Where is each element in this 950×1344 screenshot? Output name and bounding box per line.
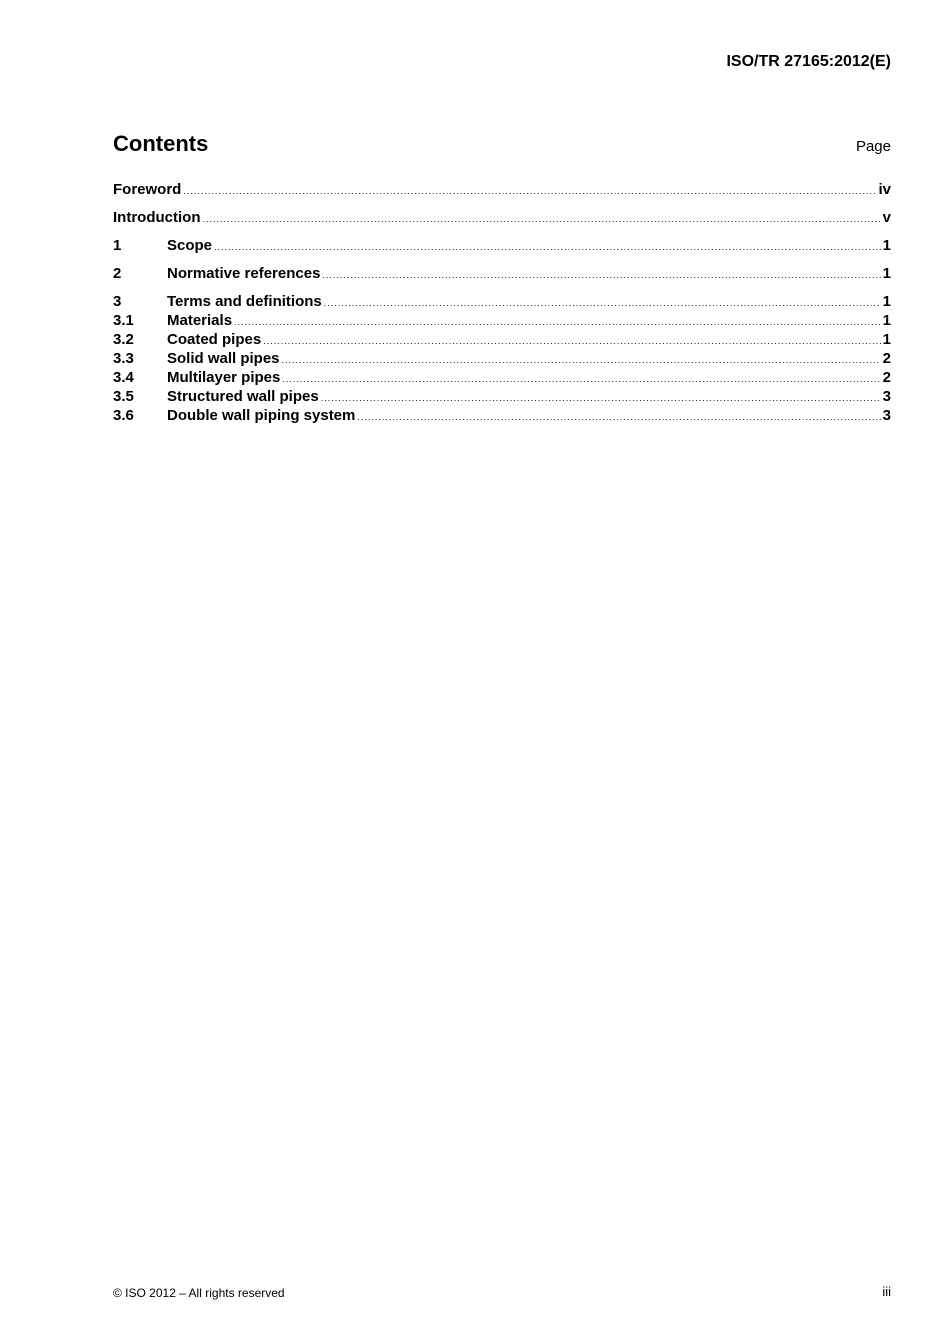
toc-entry-page: 1: [882, 265, 891, 282]
toc-entry-materials[interactable]: [113, 311, 891, 330]
toc-entry-number: 3.3: [113, 350, 134, 367]
toc-entry-title: Introduction: [113, 209, 201, 226]
toc-entry-page: 1: [882, 237, 891, 254]
toc-entry-number: 3.2: [113, 331, 134, 348]
toc-entry-number: 2: [113, 265, 122, 282]
dot-leader: [214, 238, 881, 257]
toc-entry-title: Terms and definitions: [167, 293, 322, 310]
dot-leader: [234, 313, 881, 332]
toc-entry-number: 3.5: [113, 388, 134, 405]
toc-entry-title: Foreword: [113, 181, 182, 198]
dot-leader: [183, 182, 876, 201]
toc-entry-number: 3: [113, 293, 122, 310]
toc-entry-introduction[interactable]: [113, 208, 891, 227]
contents-heading: Contents: [113, 131, 209, 156]
dot-leader: [321, 389, 881, 408]
toc-entry-structured-wall-pipes[interactable]: [113, 387, 891, 406]
toc-entry-page: 2: [882, 369, 891, 386]
toc-entry-title: Double wall piping system: [167, 407, 356, 424]
toc-entry-solid-wall-pipes[interactable]: [113, 349, 891, 368]
toc-entry-title: Materials: [167, 312, 233, 329]
toc-entry-page: 3: [882, 388, 891, 405]
toc-entry-title: Scope: [167, 237, 213, 254]
dot-leader: [282, 370, 880, 389]
toc-entry-title: Multilayer pipes: [167, 369, 281, 386]
toc-entry-number: 1: [113, 237, 122, 254]
toc-entry-number: 3.6: [113, 407, 134, 424]
dot-leader: [263, 332, 880, 351]
toc-entry-double-wall-piping-system[interactable]: [113, 406, 891, 425]
toc-entry-page: iv: [878, 181, 891, 198]
toc-entry-number: 3.4: [113, 369, 134, 386]
toc-entry-page: 2: [882, 350, 891, 367]
dot-leader: [357, 408, 880, 427]
toc-entry-page: 1: [882, 312, 891, 329]
toc-entry-page: v: [882, 209, 891, 226]
toc-entry-multilayer-pipes[interactable]: [113, 368, 891, 387]
table-of-contents: [113, 180, 891, 425]
toc-entry-page: 1: [882, 331, 891, 348]
dot-leader: [282, 351, 881, 370]
toc-entry-normative-references[interactable]: [113, 264, 891, 283]
dot-leader: [322, 266, 880, 285]
toc-entry-page: 3: [882, 407, 891, 424]
dot-leader: [324, 294, 881, 313]
page-column-label: Page: [855, 138, 891, 155]
toc-entry-terms-and-definitions[interactable]: [113, 292, 891, 311]
dot-leader: [202, 210, 880, 229]
toc-entry-title: Coated pipes: [167, 331, 262, 348]
toc-entry-title: Solid wall pipes: [167, 350, 280, 367]
toc-entry-title: Structured wall pipes: [167, 388, 319, 405]
toc-entry-scope[interactable]: [113, 236, 891, 255]
toc-entry-coated-pipes[interactable]: [113, 330, 891, 349]
page-number: iii: [882, 1284, 891, 1299]
toc-entry-page: 1: [882, 293, 891, 310]
toc-entry-title: Normative references: [167, 265, 321, 282]
copyright-notice: © ISO 2012 – All rights reserved: [113, 1286, 285, 1300]
toc-entry-number: 3.1: [113, 312, 134, 329]
toc-entry-foreword[interactable]: [113, 180, 891, 199]
document-id: ISO/TR 27165:2012(E): [726, 53, 891, 70]
